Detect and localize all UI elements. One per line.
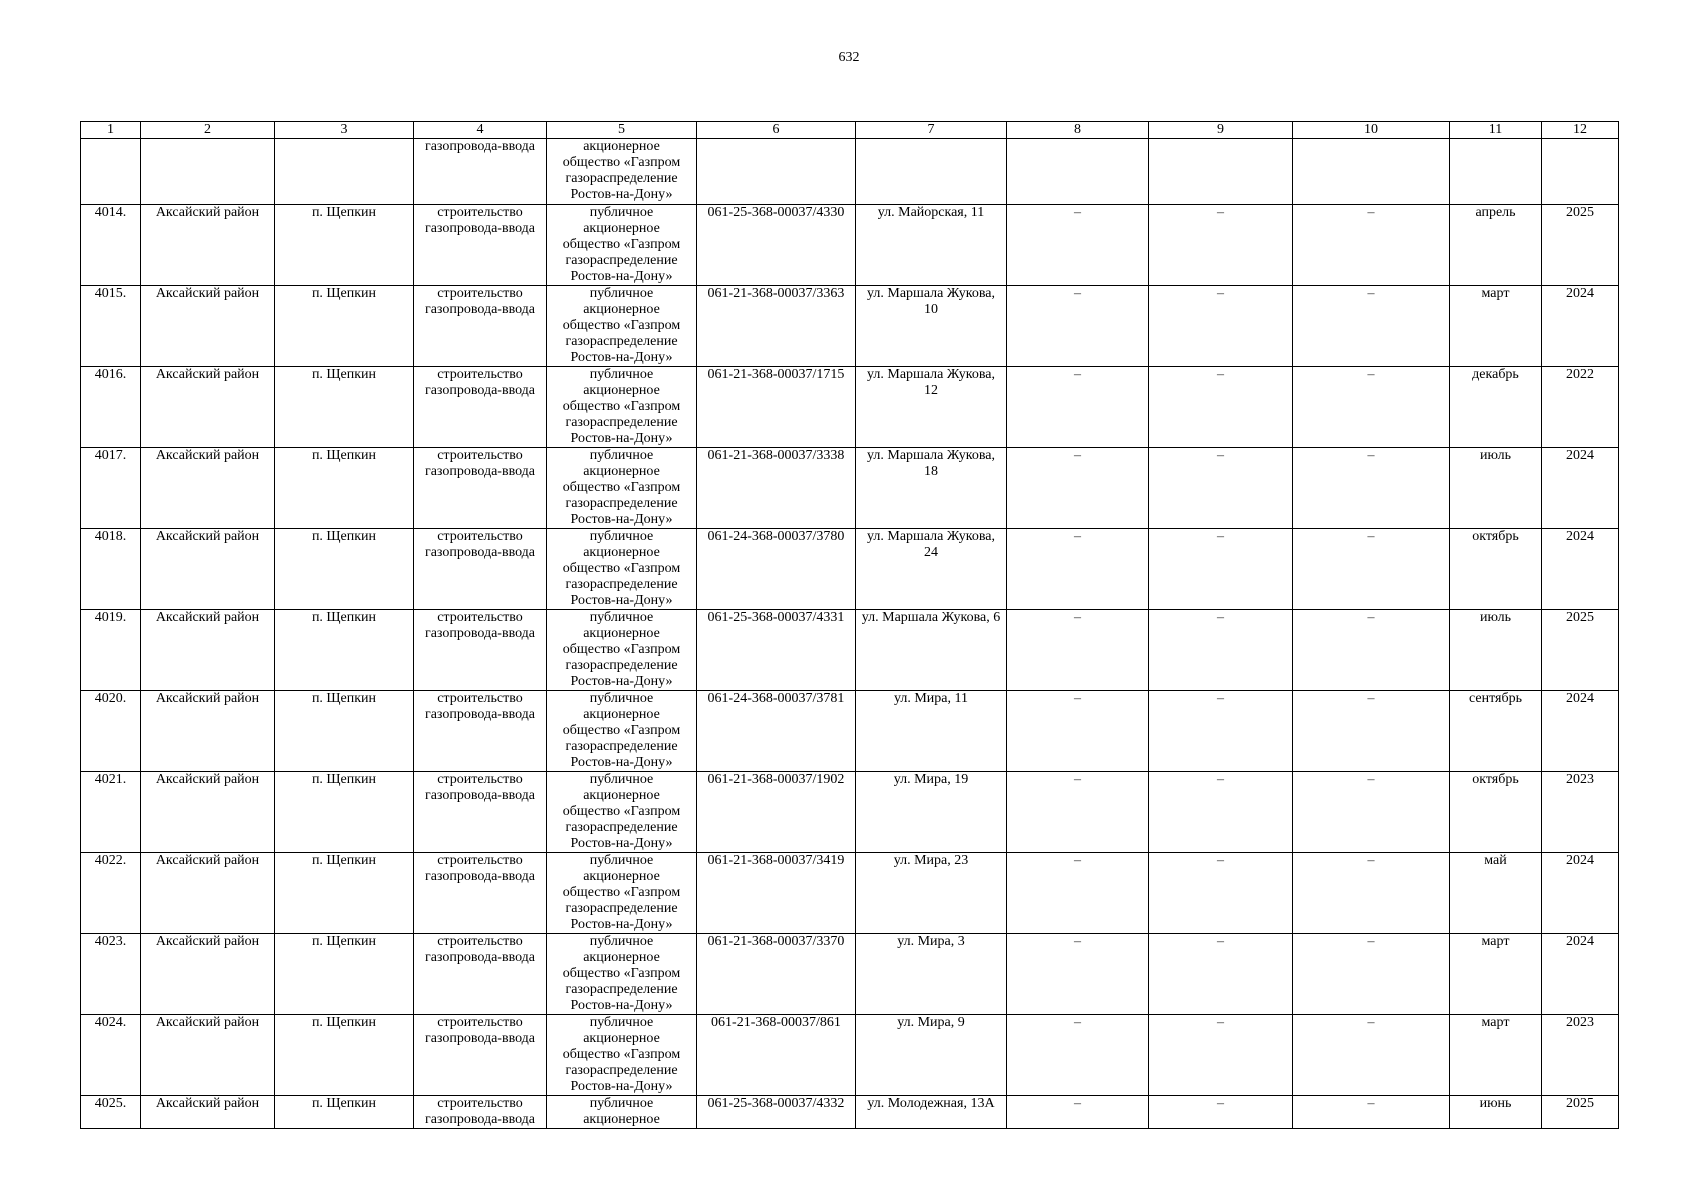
cell-work-type xyxy=(414,367,547,448)
cell-settlement: п. Щепкин xyxy=(275,772,414,853)
cell-col10: – xyxy=(1293,934,1450,1015)
org-line: общество «Газпром xyxy=(562,318,681,333)
org-line: Ростов-на-Дону» xyxy=(570,917,673,932)
org-line: Ростов-на-Дону» xyxy=(570,350,673,365)
org-line: газораспределение xyxy=(565,820,678,835)
org-line: акционерное xyxy=(583,139,660,154)
cell-col8: – xyxy=(1007,853,1149,934)
cell-code: 061-25-368-00037/4331 xyxy=(697,610,856,691)
cell-month: март xyxy=(1450,1015,1542,1096)
cell-code: 061-21-368-00037/3338 xyxy=(697,448,856,529)
cell-col8: – xyxy=(1007,286,1149,367)
cell-year: 2023 xyxy=(1542,772,1619,853)
org-line: акционерное xyxy=(583,707,660,722)
cell-district: Аксайский район xyxy=(141,367,275,448)
org-line: газораспределение xyxy=(565,1063,678,1078)
cell-code: 061-25-368-00037/4330 xyxy=(697,205,856,286)
cell-year: 2024 xyxy=(1542,448,1619,529)
cell-organization xyxy=(547,691,697,772)
cell-month: октябрь xyxy=(1450,772,1542,853)
page-number: 632 xyxy=(838,50,860,65)
table-row xyxy=(81,1096,1619,1129)
column-header: 12 xyxy=(1542,122,1619,139)
cell-address xyxy=(856,448,1007,529)
org-line: акционерное xyxy=(583,950,660,965)
table-row xyxy=(81,448,1619,529)
cell-month: март xyxy=(1450,934,1542,1015)
cell-row-number: 4014. xyxy=(81,205,141,286)
work-line: строительство xyxy=(437,610,523,625)
work-line: строительство xyxy=(437,934,523,949)
cell-organization xyxy=(547,205,697,286)
cell-work-type xyxy=(414,205,547,286)
org-line: акционерное xyxy=(583,1112,660,1127)
cell-col9: – xyxy=(1149,367,1293,448)
org-line: публичное xyxy=(589,367,654,382)
work-line: газопровода-ввода xyxy=(424,1031,536,1046)
org-line: общество «Газпром xyxy=(562,1047,681,1062)
cell-settlement: п. Щепкин xyxy=(275,286,414,367)
cell-col10: – xyxy=(1293,286,1450,367)
cell-col10: – xyxy=(1293,853,1450,934)
cell-address xyxy=(856,610,1007,691)
cell-district: Аксайский район xyxy=(141,286,275,367)
cell-col9: – xyxy=(1149,853,1293,934)
org-line: газораспределение xyxy=(565,577,678,592)
work-line: строительство xyxy=(437,1096,523,1111)
cell-work-type xyxy=(414,772,547,853)
org-line: общество «Газпром xyxy=(562,155,681,170)
table-row xyxy=(81,529,1619,610)
address-line: ул. Мира, 19 xyxy=(893,772,969,787)
cell-col10: – xyxy=(1293,1015,1450,1096)
org-line: акционерное xyxy=(583,464,660,479)
org-line: акционерное xyxy=(583,1031,660,1046)
cell-empty xyxy=(697,139,856,205)
cell-settlement: п. Щепкин xyxy=(275,691,414,772)
column-header: 2 xyxy=(141,122,275,139)
cell-empty xyxy=(141,139,275,205)
cell-year: 2024 xyxy=(1542,691,1619,772)
cell-code: 061-24-368-00037/3781 xyxy=(697,691,856,772)
cell-settlement: п. Щепкин xyxy=(275,529,414,610)
cell-row-number: 4025. xyxy=(81,1096,141,1129)
cell-col10: – xyxy=(1293,448,1450,529)
cell-organization xyxy=(547,934,697,1015)
cell-month: июль xyxy=(1450,610,1542,691)
work-line: строительство xyxy=(437,529,523,544)
address-line: ул. Маршала Жукова, xyxy=(867,286,995,301)
cell-district: Аксайский район xyxy=(141,1096,275,1129)
table-row xyxy=(81,853,1619,934)
cell-col8: – xyxy=(1007,691,1149,772)
cell-district: Аксайский район xyxy=(141,448,275,529)
cell-year: 2024 xyxy=(1542,934,1619,1015)
cell-district: Аксайский район xyxy=(141,529,275,610)
work-line: газопровода-ввода xyxy=(424,221,536,236)
cell-month: июнь xyxy=(1450,1096,1542,1129)
work-line: газопровода-ввода xyxy=(424,545,536,560)
org-line: общество «Газпром xyxy=(562,804,681,819)
cell-col9: – xyxy=(1149,1015,1293,1096)
table-row-continuation xyxy=(81,139,1619,205)
org-line: акционерное xyxy=(583,869,660,884)
org-line: публичное xyxy=(589,205,654,220)
table-row xyxy=(81,934,1619,1015)
address-line: 18 xyxy=(924,464,938,479)
work-line: газопровода-ввода xyxy=(424,383,536,398)
work-line: строительство xyxy=(437,1015,523,1030)
cell-settlement: п. Щепкин xyxy=(275,1015,414,1096)
cell-settlement: п. Щепкин xyxy=(275,610,414,691)
cell-address xyxy=(856,529,1007,610)
address-line: ул. Маршала Жукова, 6 xyxy=(861,610,1001,625)
org-line: публичное xyxy=(589,286,654,301)
org-line: публичное xyxy=(589,448,654,463)
org-line: Ростов-на-Дону» xyxy=(570,593,673,608)
cell-district: Аксайский район xyxy=(141,205,275,286)
org-line: публичное xyxy=(589,934,654,949)
org-line: общество «Газпром xyxy=(562,561,681,576)
cell-empty xyxy=(275,139,414,205)
org-line: Ростов-на-Дону» xyxy=(570,187,673,202)
org-line: общество «Газпром xyxy=(562,966,681,981)
org-line: общество «Газпром xyxy=(562,723,681,738)
address-line: ул. Мира, 23 xyxy=(893,853,969,868)
cell-col8: – xyxy=(1007,205,1149,286)
address-line: ул. Мира, 9 xyxy=(897,1015,965,1030)
cell-row-number: 4017. xyxy=(81,448,141,529)
cell-address xyxy=(856,934,1007,1015)
cell-row-number: 4018. xyxy=(81,529,141,610)
cell-col8: – xyxy=(1007,529,1149,610)
cell-year: 2025 xyxy=(1542,1096,1619,1129)
cell-row-number: 4019. xyxy=(81,610,141,691)
cell-district: Аксайский район xyxy=(141,610,275,691)
org-line: Ростов-на-Дону» xyxy=(570,512,673,527)
cell-code: 061-21-368-00037/1715 xyxy=(697,367,856,448)
cell-year: 2024 xyxy=(1542,853,1619,934)
cell-col8: – xyxy=(1007,448,1149,529)
address-line: 24 xyxy=(924,545,938,560)
org-line: Ростов-на-Дону» xyxy=(570,998,673,1013)
cell-col10: – xyxy=(1293,367,1450,448)
column-number-row xyxy=(81,122,1619,139)
table-row xyxy=(81,1015,1619,1096)
cell-month: апрель xyxy=(1450,205,1542,286)
cell-col10: – xyxy=(1293,610,1450,691)
work-line: строительство xyxy=(437,772,523,787)
cell-work-type xyxy=(414,1096,547,1129)
address-line: 10 xyxy=(924,302,938,317)
cell-organization-continuation xyxy=(547,139,697,205)
cell-address xyxy=(856,367,1007,448)
cell-row-number: 4021. xyxy=(81,772,141,853)
org-line: публичное xyxy=(589,691,654,706)
cell-col10: – xyxy=(1293,205,1450,286)
cell-organization xyxy=(547,853,697,934)
cell-settlement: п. Щепкин xyxy=(275,1096,414,1129)
cell-address xyxy=(856,691,1007,772)
document-table xyxy=(80,121,1619,1129)
cell-work-type xyxy=(414,934,547,1015)
cell-empty xyxy=(1450,139,1542,205)
org-line: Ростов-на-Дону» xyxy=(570,755,673,770)
work-line: строительство xyxy=(437,286,523,301)
cell-year: 2025 xyxy=(1542,610,1619,691)
address-line: ул. Молодежная, 13А xyxy=(867,1096,995,1111)
cell-col10: – xyxy=(1293,529,1450,610)
column-header: 9 xyxy=(1149,122,1293,139)
column-header: 5 xyxy=(547,122,697,139)
cell-row-number: 4023. xyxy=(81,934,141,1015)
org-line: газораспределение xyxy=(565,901,678,916)
work-line: газопровода-ввода xyxy=(424,302,536,317)
org-line: общество «Газпром xyxy=(562,399,681,414)
cell-col10: – xyxy=(1293,1096,1450,1129)
cell-address xyxy=(856,1096,1007,1129)
work-line: строительство xyxy=(437,691,523,706)
cell-district: Аксайский район xyxy=(141,1015,275,1096)
cell-empty xyxy=(1293,139,1450,205)
org-line: газораспределение xyxy=(565,334,678,349)
work-line: строительство xyxy=(437,448,523,463)
cell-address xyxy=(856,205,1007,286)
work-line: газопровода-ввода xyxy=(424,626,536,641)
org-line: газораспределение xyxy=(565,658,678,673)
org-line: акционерное xyxy=(583,302,660,317)
column-header: 6 xyxy=(697,122,856,139)
address-line: ул. Мира, 11 xyxy=(893,691,968,706)
column-header: 1 xyxy=(81,122,141,139)
cell-work-type xyxy=(414,691,547,772)
work-line: газопровода-ввода xyxy=(424,464,536,479)
org-line: газораспределение xyxy=(565,171,678,186)
cell-work-continuation: газопровода-ввода xyxy=(414,139,547,205)
cell-code: 061-21-368-00037/3370 xyxy=(697,934,856,1015)
cell-code: 061-21-368-00037/861 xyxy=(697,1015,856,1096)
org-line: Ростов-на-Дону» xyxy=(570,269,673,284)
cell-col8: – xyxy=(1007,772,1149,853)
cell-work-type xyxy=(414,610,547,691)
org-line: общество «Газпром xyxy=(562,885,681,900)
cell-organization xyxy=(547,529,697,610)
cell-col9: – xyxy=(1149,772,1293,853)
cell-year: 2025 xyxy=(1542,205,1619,286)
column-header: 11 xyxy=(1450,122,1542,139)
column-header: 4 xyxy=(414,122,547,139)
cell-col10: – xyxy=(1293,772,1450,853)
org-line: публичное xyxy=(589,529,654,544)
cell-settlement: п. Щепкин xyxy=(275,934,414,1015)
cell-district: Аксайский район xyxy=(141,691,275,772)
org-line: газораспределение xyxy=(565,496,678,511)
cell-col9: – xyxy=(1149,286,1293,367)
org-line: газораспределение xyxy=(565,253,678,268)
table-row xyxy=(81,367,1619,448)
cell-row-number: 4020. xyxy=(81,691,141,772)
org-line: Ростов-на-Дону» xyxy=(570,674,673,689)
org-line: публичное xyxy=(589,853,654,868)
cell-organization xyxy=(547,448,697,529)
work-line: газопровода-ввода xyxy=(424,788,536,803)
table-row xyxy=(81,205,1619,286)
cell-code: 061-21-368-00037/1902 xyxy=(697,772,856,853)
cell-organization xyxy=(547,1015,697,1096)
cell-row-number: 4022. xyxy=(81,853,141,934)
cell-col9: – xyxy=(1149,448,1293,529)
address-line: ул. Майорская, 11 xyxy=(877,205,985,220)
org-line: Ростов-на-Дону» xyxy=(570,1079,673,1094)
cell-col8: – xyxy=(1007,934,1149,1015)
cell-settlement: п. Щепкин xyxy=(275,205,414,286)
cell-organization xyxy=(547,286,697,367)
table-row xyxy=(81,610,1619,691)
column-header: 7 xyxy=(856,122,1007,139)
cell-empty xyxy=(81,139,141,205)
table-body xyxy=(81,139,1619,1129)
cell-row-number: 4015. xyxy=(81,286,141,367)
work-line: газопровода-ввода xyxy=(424,707,536,722)
cell-year: 2024 xyxy=(1542,286,1619,367)
org-line: общество «Газпром xyxy=(562,237,681,252)
cell-organization xyxy=(547,1096,697,1129)
cell-work-type xyxy=(414,286,547,367)
cell-work-type xyxy=(414,448,547,529)
cell-district: Аксайский район xyxy=(141,772,275,853)
cell-col8: – xyxy=(1007,367,1149,448)
org-line: Ростов-на-Дону» xyxy=(570,431,673,446)
cell-organization xyxy=(547,367,697,448)
org-line: акционерное xyxy=(583,221,660,236)
cell-col9: – xyxy=(1149,610,1293,691)
column-header: 3 xyxy=(275,122,414,139)
org-line: газораспределение xyxy=(565,739,678,754)
cell-col8: – xyxy=(1007,1015,1149,1096)
work-line: газопровода-ввода xyxy=(424,950,536,965)
address-line: ул. Маршала Жукова, xyxy=(867,448,995,463)
cell-col9: – xyxy=(1149,205,1293,286)
cell-settlement: п. Щепкин xyxy=(275,853,414,934)
work-line: газопровода-ввода xyxy=(424,1112,536,1127)
cell-district: Аксайский район xyxy=(141,853,275,934)
cell-district: Аксайский район xyxy=(141,934,275,1015)
cell-year: 2024 xyxy=(1542,529,1619,610)
org-line: публичное xyxy=(589,1015,654,1030)
address-line: ул. Маршала Жукова, xyxy=(867,529,995,544)
cell-code: 061-25-368-00037/4332 xyxy=(697,1096,856,1129)
cell-address xyxy=(856,1015,1007,1096)
cell-row-number: 4016. xyxy=(81,367,141,448)
cell-month: октябрь xyxy=(1450,529,1542,610)
cell-col9: – xyxy=(1149,934,1293,1015)
column-header: 8 xyxy=(1007,122,1149,139)
org-line: газораспределение xyxy=(565,415,678,430)
cell-month: май xyxy=(1450,853,1542,934)
cell-code: 061-21-368-00037/3419 xyxy=(697,853,856,934)
cell-year: 2022 xyxy=(1542,367,1619,448)
org-line: публичное xyxy=(589,1096,654,1111)
org-line: газораспределение xyxy=(565,982,678,997)
org-line: публичное xyxy=(589,610,654,625)
cell-col8: – xyxy=(1007,610,1149,691)
cell-work-type xyxy=(414,529,547,610)
cell-settlement: п. Щепкин xyxy=(275,448,414,529)
org-line: акционерное xyxy=(583,626,660,641)
work-line: газопровода-ввода xyxy=(424,869,536,884)
table-row xyxy=(81,772,1619,853)
cell-organization xyxy=(547,772,697,853)
cell-address xyxy=(856,853,1007,934)
org-line: акционерное xyxy=(583,788,660,803)
work-line: строительство xyxy=(437,367,523,382)
cell-col8: – xyxy=(1007,1096,1149,1129)
cell-code: 061-21-368-00037/3363 xyxy=(697,286,856,367)
org-line: акционерное xyxy=(583,545,660,560)
cell-settlement: п. Щепкин xyxy=(275,367,414,448)
cell-month: июль xyxy=(1450,448,1542,529)
cell-empty xyxy=(856,139,1007,205)
column-header: 10 xyxy=(1293,122,1450,139)
table-row xyxy=(81,286,1619,367)
cell-col10: – xyxy=(1293,691,1450,772)
address-line: ул. Маршала Жукова, xyxy=(867,367,995,382)
cell-work-type xyxy=(414,1015,547,1096)
cell-month: декабрь xyxy=(1450,367,1542,448)
address-line: ул. Мира, 3 xyxy=(897,934,965,949)
org-line: общество «Газпром xyxy=(562,642,681,657)
org-line: публичное xyxy=(589,772,654,787)
cell-month: март xyxy=(1450,286,1542,367)
cell-address xyxy=(856,772,1007,853)
address-line: 12 xyxy=(924,383,938,398)
org-line: Ростов-на-Дону» xyxy=(570,836,673,851)
cell-empty xyxy=(1542,139,1619,205)
cell-code: 061-24-368-00037/3780 xyxy=(697,529,856,610)
cell-col9: – xyxy=(1149,691,1293,772)
table-row xyxy=(81,691,1619,772)
cell-col9: – xyxy=(1149,529,1293,610)
cell-year: 2023 xyxy=(1542,1015,1619,1096)
work-line: строительство xyxy=(437,853,523,868)
org-line: акционерное xyxy=(583,383,660,398)
cell-organization xyxy=(547,610,697,691)
org-line: общество «Газпром xyxy=(562,480,681,495)
cell-month: сентябрь xyxy=(1450,691,1542,772)
cell-work-type xyxy=(414,853,547,934)
cell-row-number: 4024. xyxy=(81,1015,141,1096)
work-line: строительство xyxy=(437,205,523,220)
cell-empty xyxy=(1149,139,1293,205)
cell-address xyxy=(856,286,1007,367)
cell-empty xyxy=(1007,139,1149,205)
cell-col9: – xyxy=(1149,1096,1293,1129)
